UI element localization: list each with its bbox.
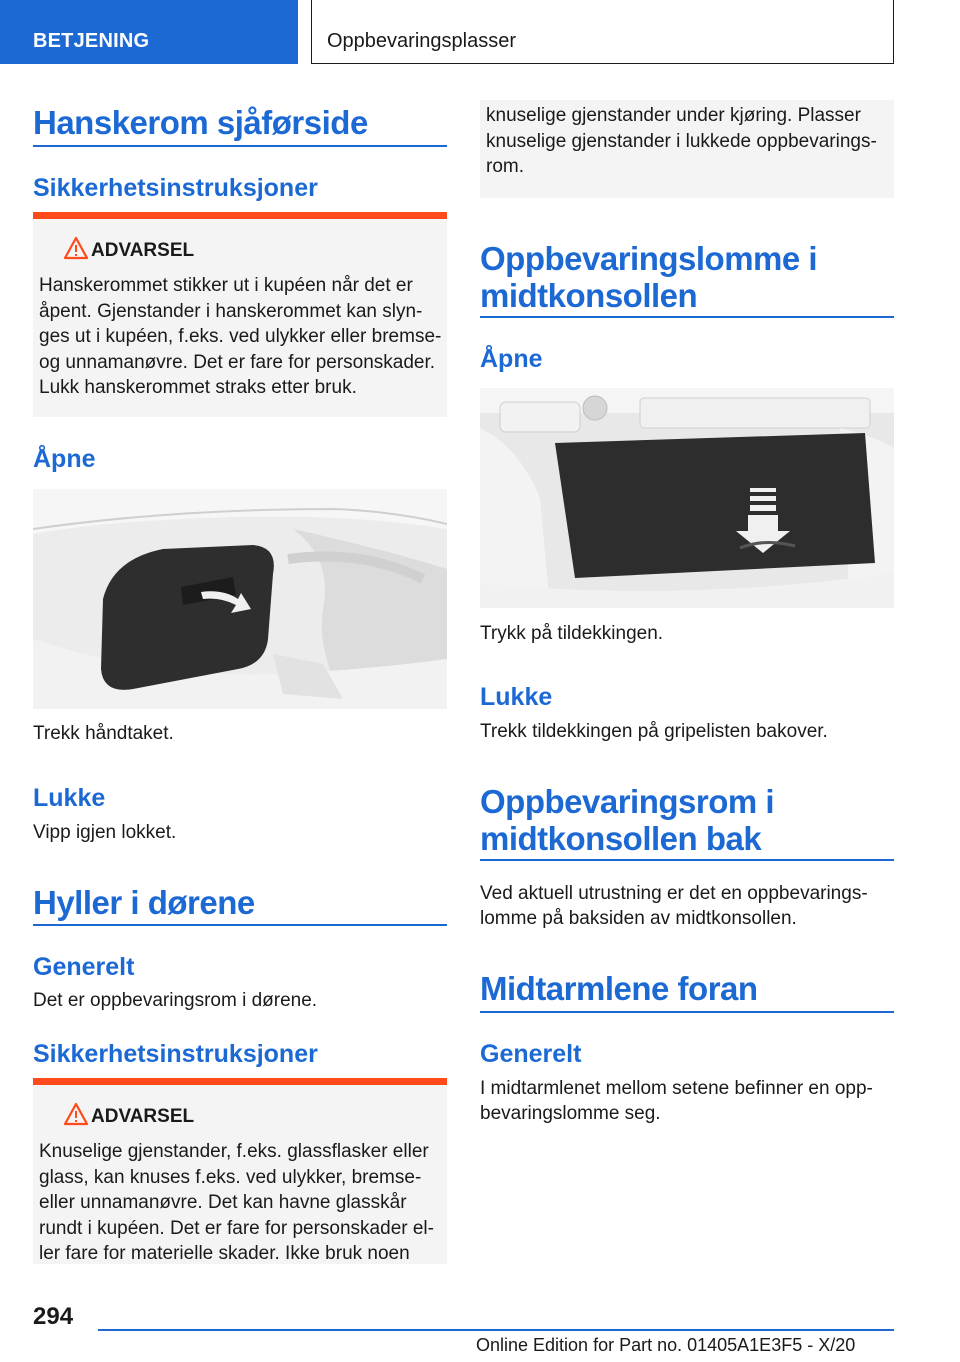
heading-line: midtkonsollen	[480, 277, 698, 314]
warning-line: Knuselige gjenstander, f.eks. glassflasker eller	[39, 1141, 429, 1162]
text-line: I midtarmlenet mellom setene befinner en opp-	[480, 1078, 873, 1099]
warning-line: knuselige gjenstander under kjøring. Plasser	[486, 105, 861, 126]
chapter-tab	[311, 0, 894, 64]
warning-title: ADVARSEL	[91, 1106, 195, 1127]
warning-line: ges ut i kupéen, f.eks. ved ulykker eller bremse-	[39, 326, 442, 347]
caption-press-cover: Trykk på tildekkingen.	[480, 623, 664, 644]
heading-close-2: Lukke	[480, 683, 553, 711]
warning-line: knuselige gjenstander i lukkede oppbevarings-	[486, 130, 877, 152]
glovebox-photo	[33, 489, 447, 709]
heading-safety-1: Sikkerhetsinstruksjoner	[33, 174, 318, 202]
heading-console-pocket	[480, 240, 817, 314]
caption-pull-handle: Trekk håndtaket.	[33, 723, 174, 744]
text-door-storage: Det er oppbevaringsrom i dørene.	[33, 990, 318, 1011]
heading-glovebox: Hanskerom sjåførside	[33, 104, 368, 141]
heading-rule	[480, 1011, 894, 1013]
warning-bar	[33, 212, 447, 219]
section-label: BETJENING	[33, 30, 150, 52]
footer-rule	[98, 1329, 894, 1331]
console-cover-photo	[480, 388, 894, 608]
warning-line: glass, kan knuses f.eks. ved ulykker, bremse-	[39, 1166, 422, 1188]
text-line: Ved aktuell utrustning er det en oppbevarings-	[480, 883, 868, 904]
heading-rule	[33, 145, 447, 147]
heading-safety-2: Sikkerhetsinstruksjoner	[33, 1040, 318, 1068]
heading-general-2: Generelt	[480, 1040, 582, 1068]
heading-door-shelves: Hyller i dørene	[33, 884, 255, 921]
chapter-label: Oppbevaringsplasser	[327, 30, 516, 52]
warning-triangle-icon	[63, 236, 89, 260]
warning-text	[486, 103, 896, 180]
warning-triangle-icon	[63, 1102, 89, 1126]
warning-line: ler fare for materielle skader. Ikke bruk noen	[39, 1243, 410, 1264]
warning-box-2	[33, 1078, 447, 1264]
footer-edition: Online Edition for Part no. 01405A1E3F5 - X/20	[476, 1335, 856, 1355]
heading-open-1: Åpne	[33, 445, 96, 473]
heading-rear-console	[480, 783, 774, 857]
warning-line: åpent. Gjenstander i hanskerommet kan slyn-	[39, 300, 423, 322]
warning-text	[39, 1139, 449, 1267]
warning-text	[39, 273, 449, 401]
warning-line: og unnamanøvre. Det er fare for personskader.	[39, 351, 436, 373]
heading-line: Oppbevaringslomme i	[480, 240, 818, 277]
section-tab	[0, 0, 298, 64]
warning-line: eller unnamanøvre. Det kan havne glasskår	[39, 1192, 407, 1213]
text-close-lid: Vipp igjen lokket.	[33, 822, 177, 843]
heading-rule	[33, 924, 447, 926]
warning-line: rundt i kupéen. Det er fare for personskader el-	[39, 1217, 434, 1239]
warning-line: Hanskerommet stikker ut i kupéen når det er	[39, 275, 413, 296]
heading-open-2: Åpne	[480, 345, 543, 373]
text-close-cover: Trekk tildekkingen på gripelisten bakover.	[480, 721, 828, 742]
page-number: 294	[33, 1303, 74, 1330]
text-rear-console	[480, 881, 868, 931]
heading-line: Oppbevaringsrom i	[480, 783, 775, 820]
heading-armrest: Midtarmlene foran	[480, 970, 758, 1007]
heading-rule	[480, 316, 894, 318]
warning-bar	[33, 1078, 447, 1085]
text-armrest	[480, 1076, 873, 1126]
warning-title: ADVARSEL	[91, 240, 195, 261]
warning-box-2-continued	[480, 100, 894, 198]
warning-line: rom.	[486, 156, 524, 177]
heading-general-1: Generelt	[33, 953, 135, 981]
heading-rule	[480, 859, 894, 861]
heading-line: midtkonsollen bak	[480, 820, 762, 857]
text-line: lomme på baksiden av midtkonsollen.	[480, 908, 797, 929]
warning-line: Lukk hanskerommet straks etter bruk.	[39, 377, 357, 398]
text-line: bevaringslomme seg.	[480, 1103, 661, 1124]
warning-box-1	[33, 212, 447, 417]
heading-close-1: Lukke	[33, 784, 106, 812]
